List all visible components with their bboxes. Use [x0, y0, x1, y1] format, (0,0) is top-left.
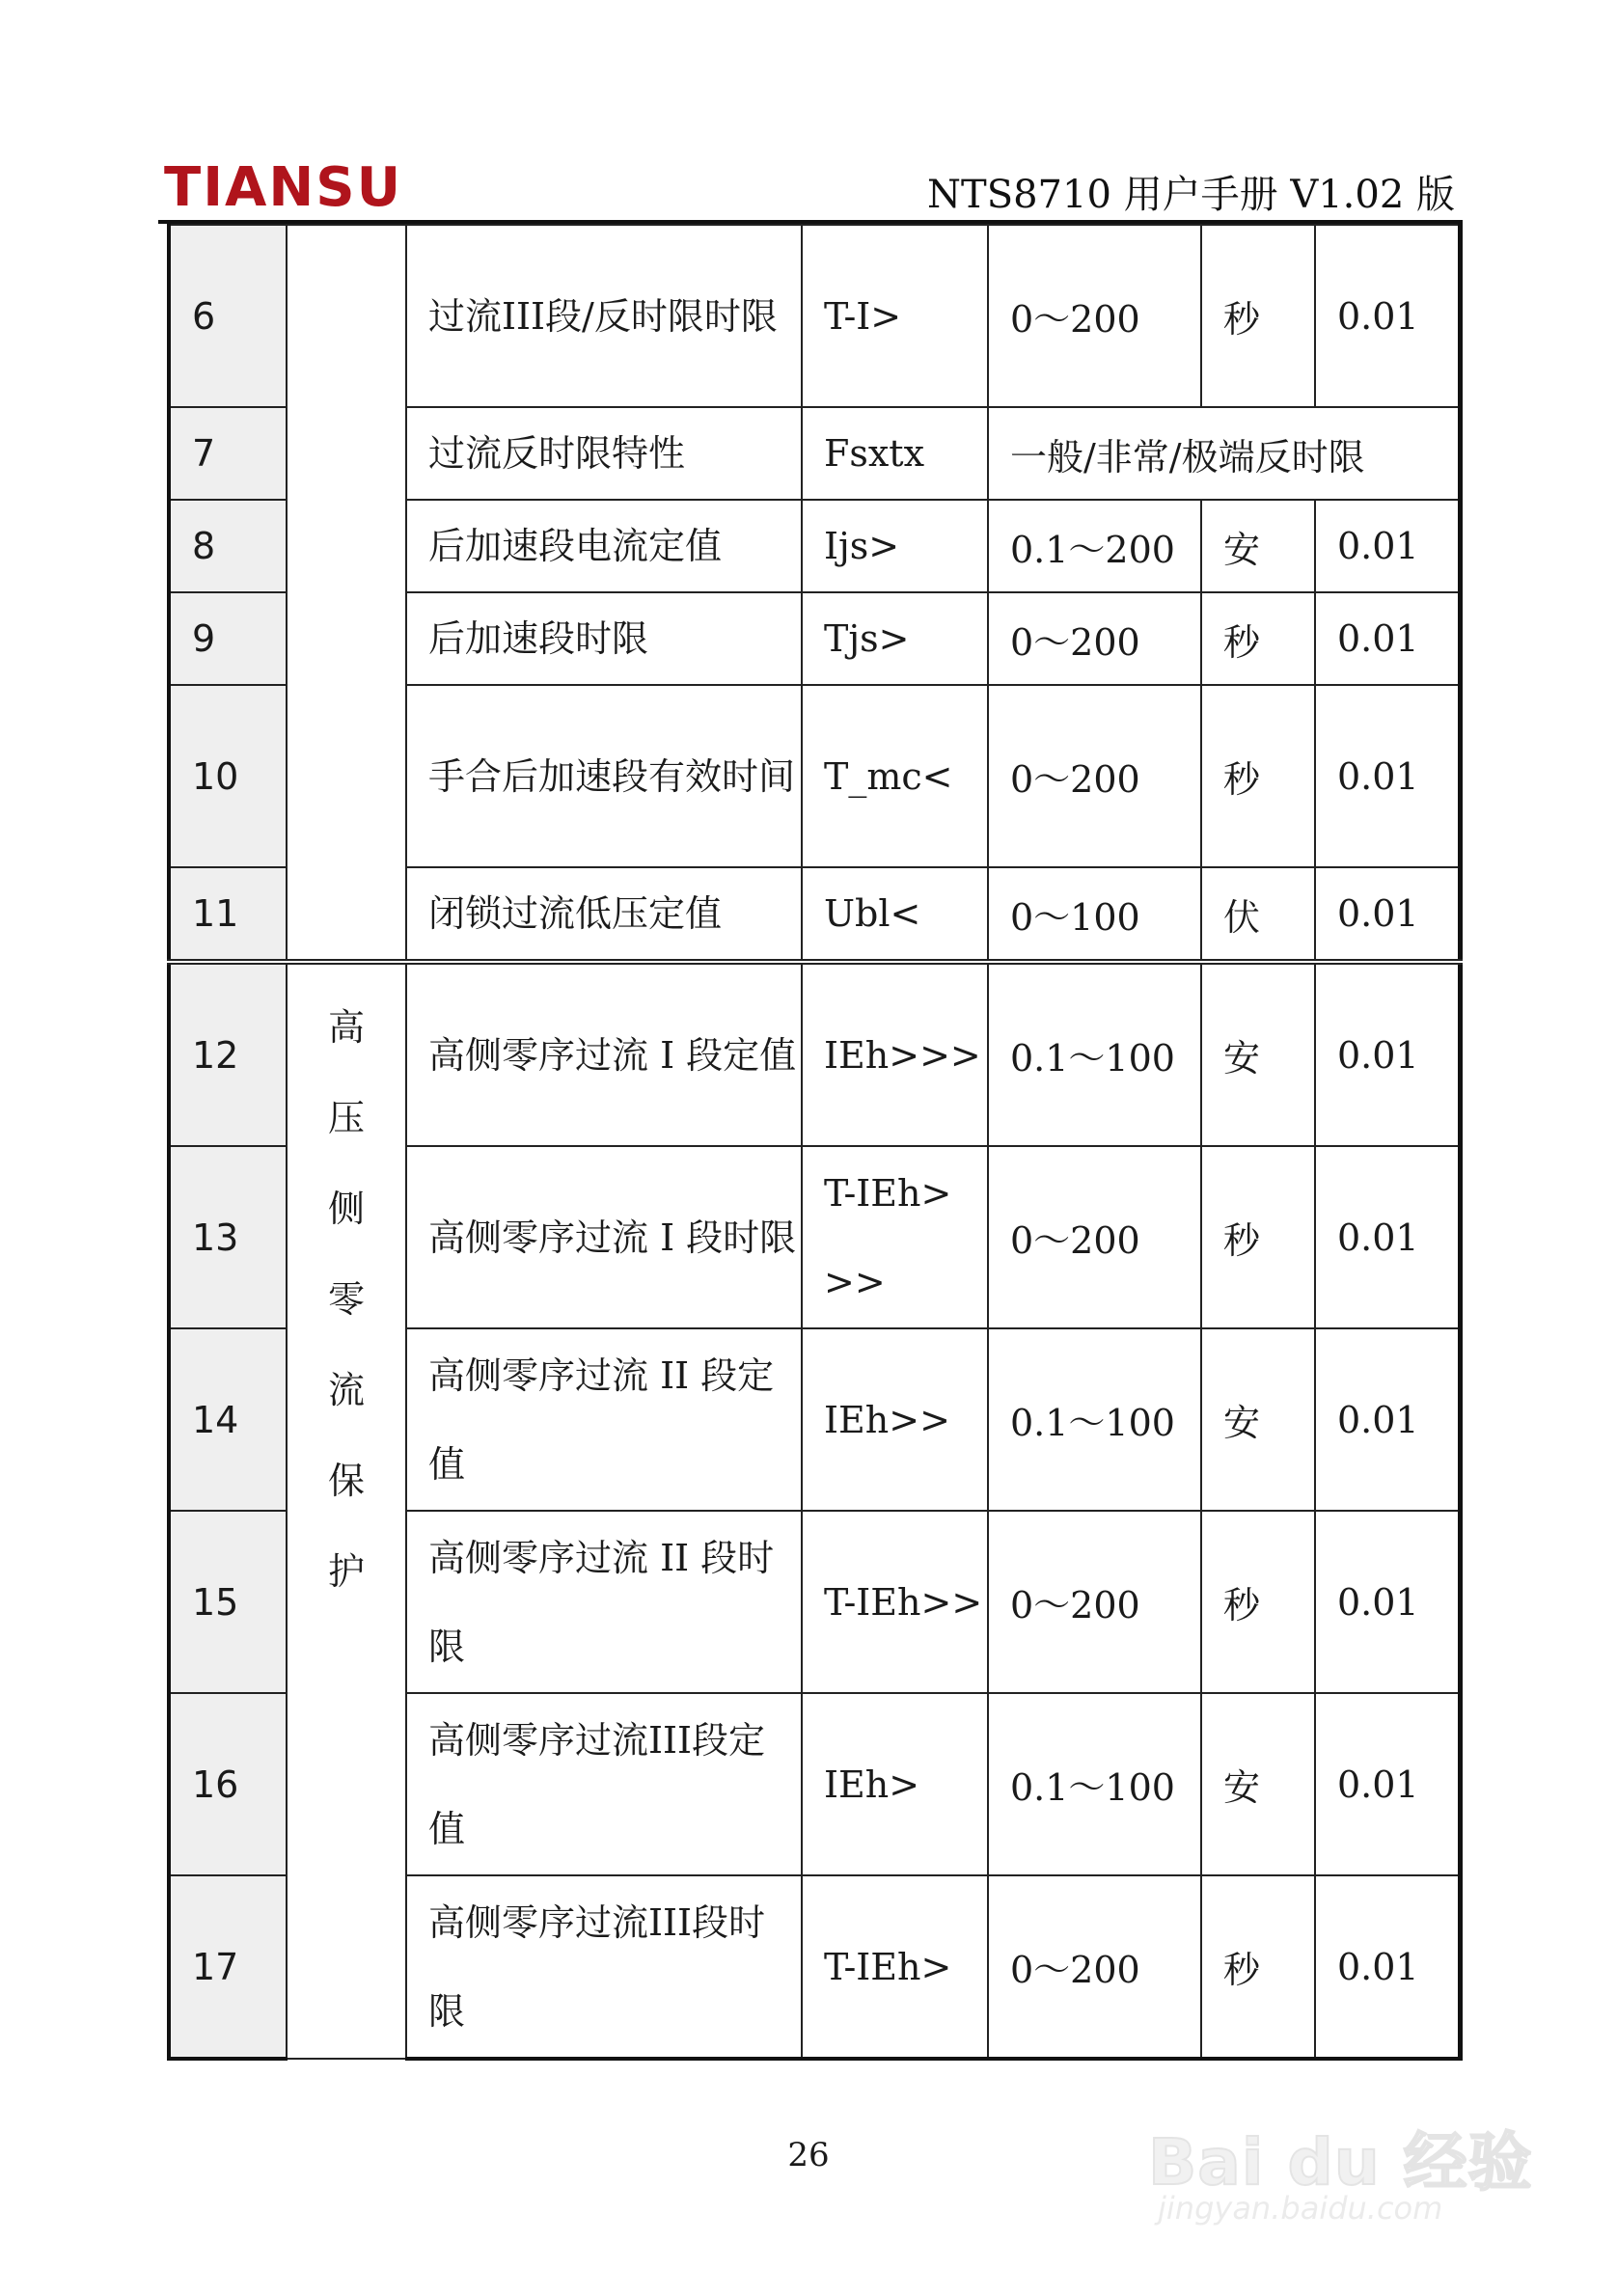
row-number: 7 — [169, 407, 287, 500]
param-name: 高侧零序过流 I 段定值 — [406, 962, 802, 1146]
row-number: 15 — [169, 1511, 287, 1693]
table-row — [169, 962, 1460, 1146]
param-name: 手合后加速段有效时间 — [406, 685, 802, 867]
param-step: 0.01 — [1315, 1146, 1460, 1328]
param-symbol: T-IEh>>> — [802, 1146, 988, 1328]
param-range: 0～200 — [988, 1146, 1201, 1328]
row-number: 6 — [169, 225, 287, 407]
group-label: 高压侧零流保护 — [327, 1006, 365, 1593]
row-number: 12 — [169, 962, 287, 1146]
group-cell — [287, 225, 406, 962]
param-step: 0.01 — [1315, 962, 1460, 1146]
param-step: 0.01 — [1315, 867, 1460, 962]
company-logo: TIANSU — [164, 156, 403, 219]
param-step: 0.01 — [1315, 685, 1460, 867]
param-step: 0.01 — [1315, 225, 1460, 407]
param-unit: 秒 — [1201, 225, 1315, 407]
param-step: 0.01 — [1315, 1875, 1460, 2059]
param-unit: 安 — [1201, 1693, 1315, 1875]
param-range: 0.1～200 — [988, 500, 1201, 592]
param-name: 后加速段时限 — [406, 592, 802, 685]
row-number: 17 — [169, 1875, 287, 2059]
param-name: 高侧零序过流 II 段时限 — [406, 1511, 802, 1693]
row-number: 9 — [169, 592, 287, 685]
row-number: 13 — [169, 1146, 287, 1328]
param-unit: 安 — [1201, 500, 1315, 592]
param-symbol: T-I> — [802, 225, 988, 407]
param-range: 0～200 — [988, 685, 1201, 867]
param-range: 0～200 — [988, 592, 1201, 685]
param-name: 过流反时限特性 — [406, 407, 802, 500]
param-name: 闭锁过流低压定值 — [406, 867, 802, 962]
param-unit: 秒 — [1201, 1875, 1315, 2059]
param-symbol: T-IEh>> — [802, 1511, 988, 1693]
param-symbol: T-IEh> — [802, 1875, 988, 2059]
param-range: 0～200 — [988, 1875, 1201, 2059]
param-range: 0～200 — [988, 225, 1201, 407]
param-name: 高侧零序过流III段定值 — [406, 1693, 802, 1875]
param-symbol: Tjs> — [802, 592, 988, 685]
param-unit: 秒 — [1201, 1146, 1315, 1328]
param-range: 0.1～100 — [988, 1328, 1201, 1511]
param-range: 0.1～100 — [988, 1693, 1201, 1875]
row-number: 11 — [169, 867, 287, 962]
param-step: 0.01 — [1315, 1328, 1460, 1511]
param-symbol: IEh>> — [802, 1328, 988, 1511]
param-symbol: Fsxtx — [802, 407, 988, 500]
baidu-watermark — [1148, 2074, 1534, 2227]
param-unit: 安 — [1201, 962, 1315, 1146]
param-range: 一般/非常/极端反时限 — [988, 407, 1460, 500]
param-range: 0.1～100 — [988, 962, 1201, 1146]
param-name: 高侧零序过流 I 段时限 — [406, 1146, 802, 1328]
param-unit: 秒 — [1201, 685, 1315, 867]
row-number: 16 — [169, 1693, 287, 1875]
param-name: 高侧零序过流III段时限 — [406, 1875, 802, 2059]
param-step: 0.01 — [1315, 1693, 1460, 1875]
group-label-cell — [287, 962, 406, 2059]
page-number: 26 — [787, 2136, 830, 2174]
param-range: 0～100 — [988, 867, 1201, 962]
param-unit: 伏 — [1201, 867, 1315, 962]
param-symbol: IEh> — [802, 1693, 988, 1875]
watermark-text: Bai du 经验 — [1148, 2125, 1533, 2200]
param-symbol: T_mc< — [802, 685, 988, 867]
table-row — [169, 225, 1460, 407]
param-unit: 安 — [1201, 1328, 1315, 1511]
param-symbol: Ijs> — [802, 500, 988, 592]
param-symbol: Ubl< — [802, 867, 988, 962]
param-name: 过流III段/反时限时限 — [406, 225, 802, 407]
row-number: 10 — [169, 685, 287, 867]
param-range: 0～200 — [988, 1511, 1201, 1693]
watermark-url: jingyan.baidu.com — [1158, 2190, 1443, 2227]
param-unit: 秒 — [1201, 1511, 1315, 1693]
param-step: 0.01 — [1315, 592, 1460, 685]
param-symbol: IEh>>> — [802, 962, 988, 1146]
param-name: 后加速段电流定值 — [406, 500, 802, 592]
row-number: 8 — [169, 500, 287, 592]
param-step: 0.01 — [1315, 1511, 1460, 1693]
document-title: NTS8710 用户手册 V1.02 版 — [927, 173, 1455, 217]
settings-table — [167, 224, 1463, 2061]
param-name: 高侧零序过流 II 段定值 — [406, 1328, 802, 1511]
param-step: 0.01 — [1315, 500, 1460, 592]
param-unit: 秒 — [1201, 592, 1315, 685]
row-number: 14 — [169, 1328, 287, 1511]
